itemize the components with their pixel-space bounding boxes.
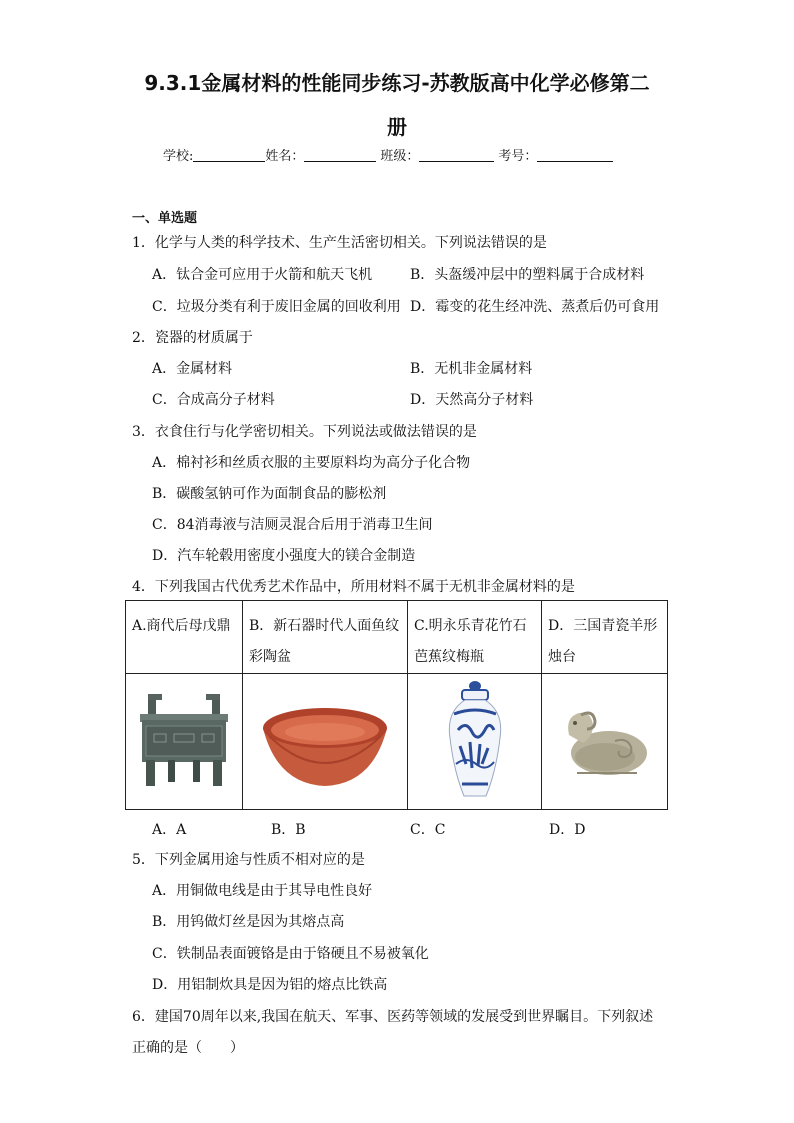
table-cell-d: D．三国青瓷羊形烛台 [542, 601, 668, 674]
question-3-option-b[interactable]: B．碳酸氢钠可作为面制食品的膨松剂 [152, 486, 387, 502]
question-5-option-c[interactable]: C．铁制品表面镀铬是由于铬硬且不易被氧化 [152, 946, 429, 962]
question-4-option-d[interactable]: D．D [549, 822, 586, 838]
question-1-option-b[interactable]: B．头盔缓冲层中的塑料属于合成材料 [410, 267, 645, 283]
bronze-ding-image [134, 690, 234, 790]
question-1-option-d[interactable]: D．霉变的花生经冲洗、蒸煮后仍可食用 [410, 299, 660, 315]
question-2-option-b[interactable]: B．无机非金属材料 [410, 361, 533, 377]
page-title-continued: 册 [387, 115, 407, 139]
table-row [126, 601, 668, 674]
question-5-stem: 5．下列金属用途与性质不相对应的是 [132, 852, 365, 868]
question-3-option-a[interactable]: A．棉衬衫和丝质衣服的主要原料均为高分子化合物 [152, 455, 471, 471]
question-4-option-a[interactable]: A．A [152, 822, 187, 838]
student-info-line [163, 145, 613, 164]
question-6-stem: 6．建国70周年以来,我国在航天、军事、医药等领域的发展受到世界瞩目。下列叙述 [132, 1009, 654, 1025]
name-label: 姓名： [265, 149, 305, 164]
question-5-option-a[interactable]: A．用铜做电线是由于其导电性良好 [152, 883, 373, 899]
school-blank[interactable] [193, 147, 265, 162]
table-cell-a: A.商代后母戊鼎 [126, 601, 243, 674]
question-5-option-b[interactable]: B．用钨做灯丝是因为其熔点高 [152, 914, 345, 930]
question-2-stem: 2．瓷器的材质属于 [132, 330, 253, 346]
table-image-cell-c [408, 674, 542, 810]
table-image-cell-d [542, 674, 668, 810]
question-1-stem: 1．化学与人类的科学技术、生产生活密切相关。下列说法错误的是 [132, 235, 547, 251]
class-label: 班级： [380, 149, 420, 164]
question-1-option-c[interactable]: C．垃圾分类有利于废旧金属的回收利用 [152, 299, 401, 315]
table-cell-b: B．新石器时代人面鱼纹彩陶盆 [243, 601, 408, 674]
question-5-option-d[interactable]: D．用铝制炊具是因为铝的熔点比铁高 [152, 977, 388, 993]
celadon-sheep-image [555, 695, 655, 785]
pottery-basin-image [255, 690, 395, 790]
exam-no-blank[interactable] [537, 147, 613, 162]
question-3-stem: 3．衣食住行与化学密切相关。下列说法或做法错误的是 [132, 424, 477, 440]
question-4-option-c[interactable]: C．C [410, 822, 446, 838]
table-image-cell-b [243, 674, 408, 810]
question-4-stem: 4．下列我国古代优秀艺术作品中，所用材料不属于无机非金属材料的是 [132, 579, 575, 595]
school-label: 学校: [163, 149, 194, 164]
question-3-option-c[interactable]: C．84消毒液与洁厕灵混合后用于消毒卫生间 [152, 517, 433, 533]
question-4-option-b[interactable]: B．B [271, 822, 306, 838]
question-4-table [125, 600, 668, 810]
class-blank[interactable] [419, 147, 494, 162]
blue-white-vase-image [440, 680, 510, 800]
question-2-option-a[interactable]: A．金属材料 [152, 361, 233, 377]
question-2-option-c[interactable]: C．合成高分子材料 [152, 392, 275, 408]
question-6-stem-continued: 正确的是（ ） [132, 1040, 244, 1056]
table-row [126, 674, 668, 810]
table-image-cell-a [126, 674, 243, 810]
exam-no-label: 考号： [498, 149, 538, 164]
name-blank[interactable] [304, 147, 376, 162]
section-heading: 一、单选题 [132, 211, 198, 226]
question-3-option-d[interactable]: D．汽车轮毂用密度小强度大的镁合金制造 [152, 548, 416, 564]
table-cell-c: C.明永乐青花竹石芭蕉纹梅瓶 [408, 601, 542, 674]
question-1-option-a[interactable]: A．钛合金可应用于火箭和航天飞机 [152, 267, 373, 283]
question-2-option-d[interactable]: D．天然高分子材料 [410, 392, 534, 408]
page-title: 9.3.1金属材料的性能同步练习-苏教版高中化学必修第二 [144, 71, 650, 95]
